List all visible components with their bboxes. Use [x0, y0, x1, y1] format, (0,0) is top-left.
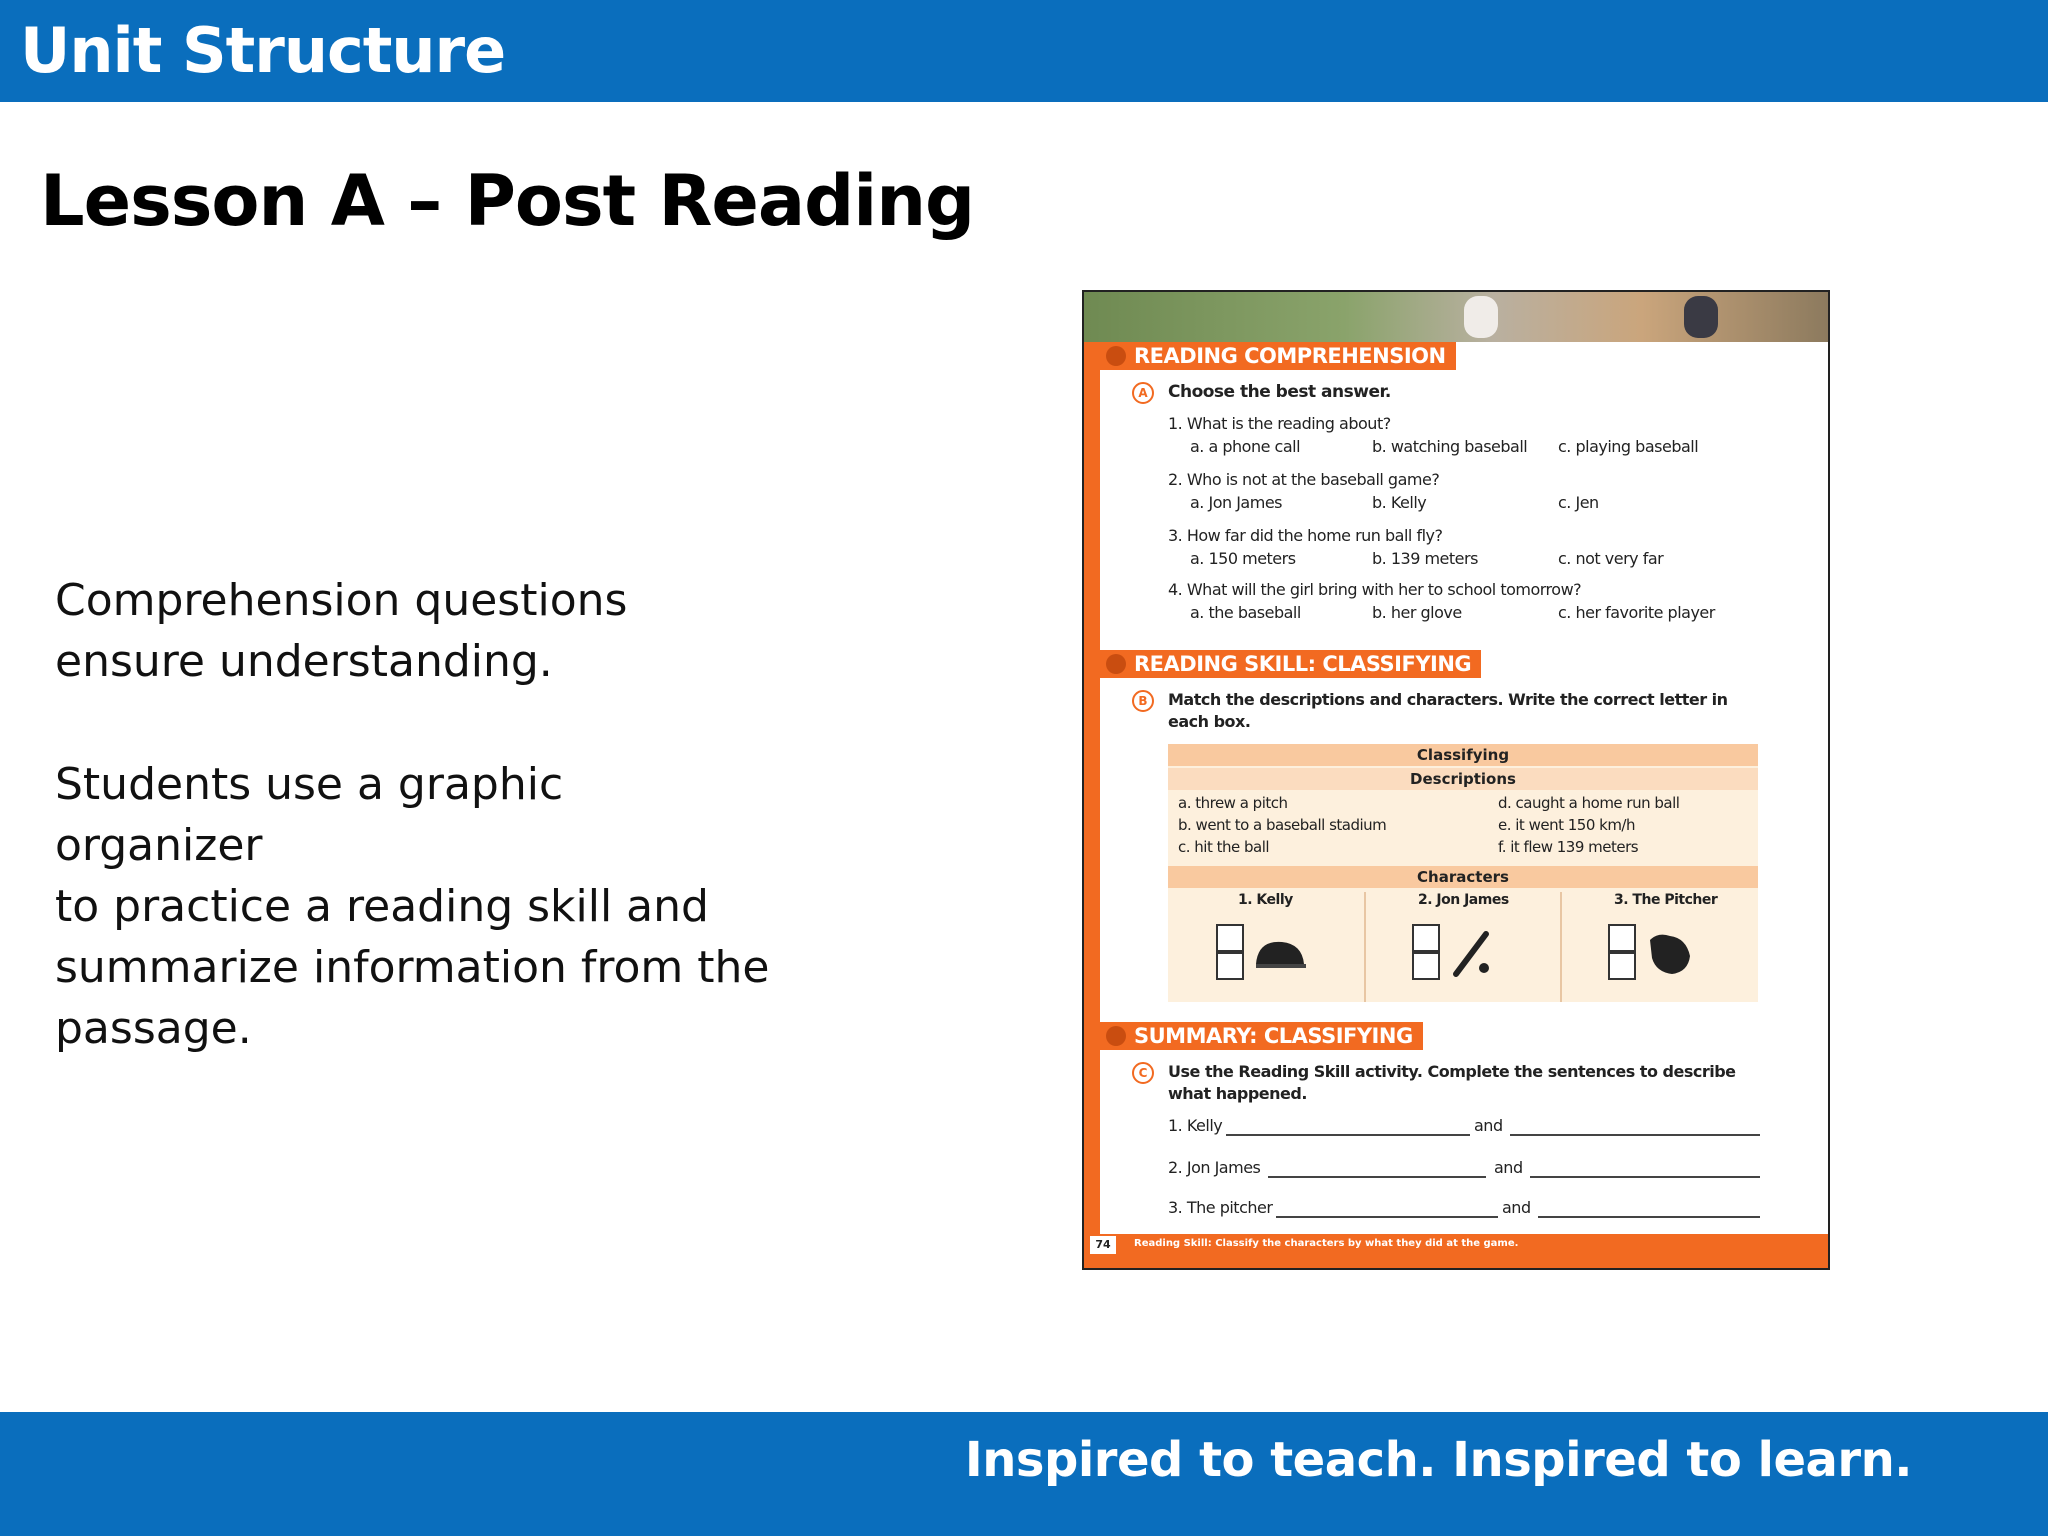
option: c. playing baseball	[1558, 437, 1699, 456]
blank-line	[1226, 1134, 1470, 1136]
page-stripe	[1084, 342, 1100, 1266]
description: a. threw a pitch	[1178, 794, 1288, 812]
answer-box	[1216, 924, 1244, 952]
body-paragraph-2	[55, 754, 775, 1059]
body-line: ensure understanding.	[55, 636, 553, 687]
instruction: Match the descriptions and characters. Write the correct letter in	[1168, 690, 1728, 709]
question: 3. How far did the home run ball fly?	[1168, 526, 1443, 545]
body-line: passage.	[55, 1003, 252, 1054]
question: 4. What will the girl bring with her to school tomorrow?	[1168, 580, 1582, 599]
character-label: 2. Jon James	[1418, 892, 1509, 908]
body-line: Comprehension questions	[55, 575, 628, 626]
descriptions-label: Descriptions	[1168, 768, 1758, 790]
header-title: Unit Structure	[20, 14, 506, 87]
characters-label: Characters	[1168, 866, 1758, 888]
character-label: 1. Kelly	[1238, 892, 1293, 908]
summary-label: 3. The pitcher	[1168, 1198, 1273, 1217]
blank-line	[1276, 1216, 1498, 1218]
question: 1. What is the reading about?	[1168, 414, 1391, 433]
section-letter: B	[1132, 690, 1154, 712]
option: a. 150 meters	[1190, 549, 1296, 568]
summary-and: and	[1494, 1158, 1523, 1177]
option: a. the baseball	[1190, 603, 1301, 622]
summary-and: and	[1502, 1198, 1531, 1217]
footer-tagline: Inspired to teach. Inspired to learn.	[964, 1432, 1912, 1488]
divider	[1560, 892, 1562, 1002]
page-number: 74	[1090, 1236, 1116, 1254]
page-title: Lesson A – Post Reading	[40, 160, 975, 242]
option: c. not very far	[1558, 549, 1664, 568]
blank-line	[1530, 1176, 1760, 1178]
baseball-photo	[1084, 292, 1828, 342]
option: b. Kelly	[1372, 493, 1427, 512]
cap-icon	[1252, 936, 1308, 972]
summary-label: 1. Kelly	[1168, 1116, 1223, 1135]
option: b. 139 meters	[1372, 549, 1478, 568]
description: e. it went 150 km/h	[1498, 816, 1635, 834]
instruction: what happened.	[1168, 1084, 1307, 1103]
section-banner: READING COMPREHENSION	[1100, 342, 1456, 370]
option: c. her favorite player	[1558, 603, 1715, 622]
bat-icon	[1448, 928, 1494, 978]
footer-bar	[0, 1412, 2048, 1536]
option: b. watching baseball	[1372, 437, 1528, 456]
option: a. Jon James	[1190, 493, 1282, 512]
answer-box	[1608, 924, 1636, 952]
answer-box	[1216, 952, 1244, 980]
instruction: Choose the best answer.	[1168, 382, 1391, 402]
instruction: each box.	[1168, 712, 1251, 731]
description: d. caught a home run ball	[1498, 794, 1680, 812]
option: b. her glove	[1372, 603, 1462, 622]
blank-line	[1538, 1216, 1760, 1218]
section-letter: A	[1132, 382, 1154, 404]
answer-box	[1412, 924, 1440, 952]
blank-line	[1268, 1176, 1486, 1178]
option: c. Jen	[1558, 493, 1599, 512]
option: a. a phone call	[1190, 437, 1301, 456]
body-line: to practice a reading skill and	[55, 881, 709, 932]
description: c. hit the ball	[1178, 838, 1270, 856]
footnote: Reading Skill: Classify the characters by what they did at the game.	[1134, 1238, 1519, 1249]
character-label: 3. The Pitcher	[1614, 892, 1718, 908]
section-banner: READING SKILL: CLASSIFYING	[1100, 650, 1481, 678]
organizer-title: Classifying	[1168, 744, 1758, 766]
header-bar	[0, 0, 2048, 102]
summary-label: 2. Jon James	[1168, 1158, 1261, 1177]
summary-and: and	[1474, 1116, 1503, 1135]
section-banner: SUMMARY: CLASSIFYING	[1100, 1022, 1423, 1050]
answer-box	[1608, 952, 1636, 980]
divider	[1364, 892, 1366, 1002]
textbook-page	[1082, 290, 1830, 1270]
glove-icon	[1644, 930, 1694, 976]
answer-box	[1412, 952, 1440, 980]
section-letter: C	[1132, 1062, 1154, 1084]
player-figure	[1684, 296, 1718, 338]
blank-line	[1510, 1134, 1760, 1136]
question: 2. Who is not at the baseball game?	[1168, 470, 1440, 489]
description: f. it flew 139 meters	[1498, 838, 1639, 856]
instruction: Use the Reading Skill activity. Complete the sentences to describe	[1168, 1062, 1736, 1081]
player-figure	[1464, 296, 1498, 338]
body-line: Students use a graphic organizer	[55, 759, 564, 871]
description: b. went to a baseball stadium	[1178, 816, 1387, 834]
body-paragraph-1	[55, 570, 775, 692]
body-line: summarize information from the	[55, 942, 770, 993]
